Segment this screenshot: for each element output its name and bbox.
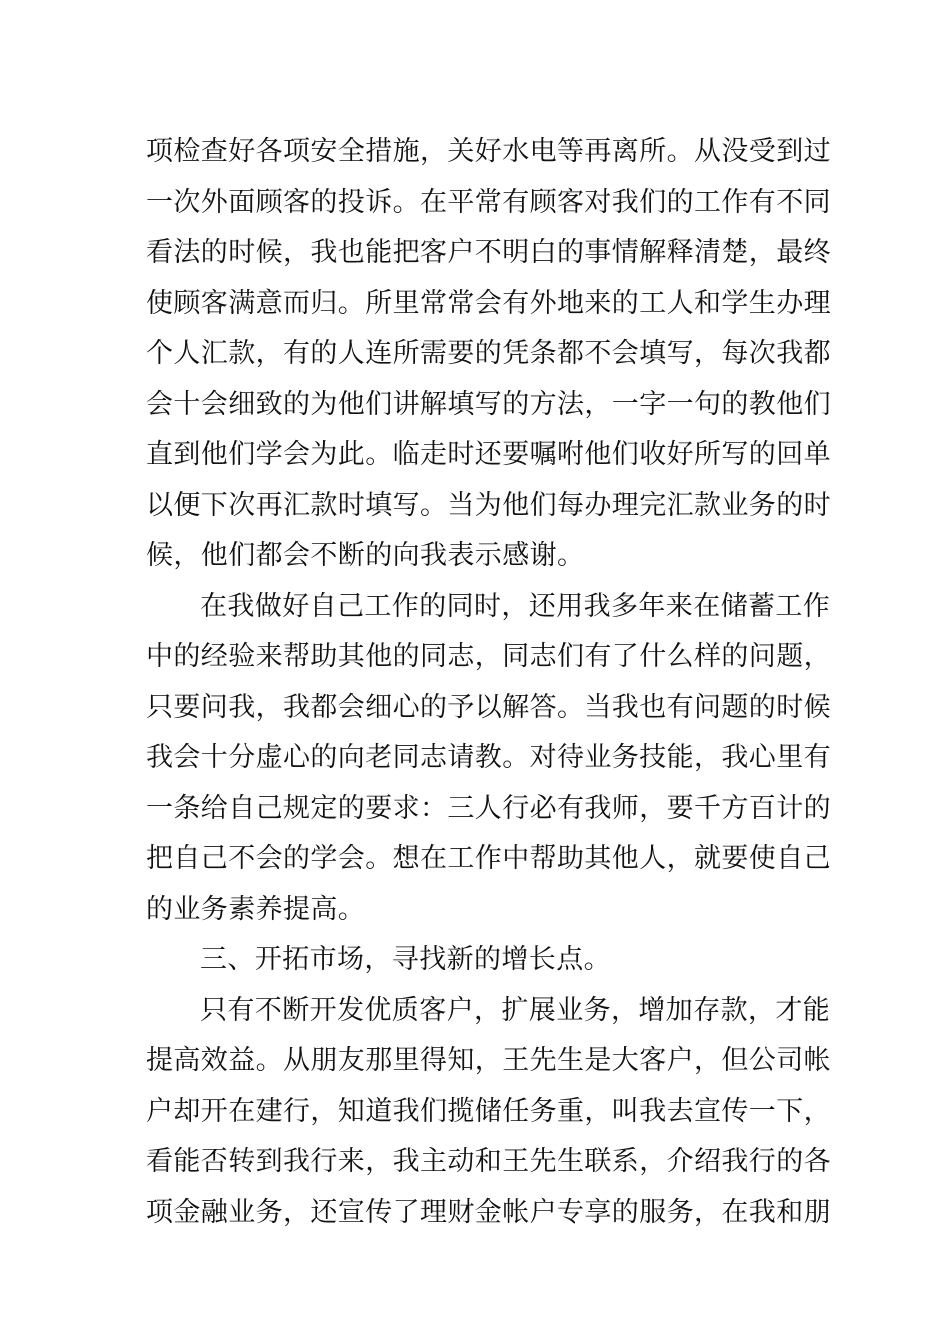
text-line: 只要问我，我都会细心的予以解答。当我也有问题的时候 xyxy=(146,691,831,723)
text-line: 的业务素养提高。 xyxy=(146,893,366,925)
text-line: 候，他们都会不断的向我表示感谢。 xyxy=(146,540,585,571)
text-line: 只有不断开发优质客户，扩展业务，增加存款，才能 xyxy=(200,994,831,1026)
text-line: 中的经验来帮助其他的同志，同志们有了什么样的问题， xyxy=(146,641,831,672)
text-line: 看法的时候，我也能把客户不明白的事情解释清楚，最终 xyxy=(146,237,831,268)
text-line: 提高效益。从朋友那里得知，王先生是大客户，但公司帐 xyxy=(146,1045,831,1076)
text-line: 以便下次再汇款时填写。当为他们每办理完汇款业务的时 xyxy=(146,489,831,521)
text-line: 把自己不会的学会。想在工作中帮助其他人，就要使自己 xyxy=(146,843,831,874)
text-line: 户却开在建行，知道我们揽储任务重，叫我去宣传一下， xyxy=(146,1095,831,1127)
text-line: 一次外面顾客的投诉。在平常有顾客对我们的工作有不同 xyxy=(146,186,831,218)
text-line: 在我做好自己工作的同时，还用我多年来在储蓄工作 xyxy=(200,590,831,622)
text-line: 项检查好各项安全措施，关好水电等再离所。从没受到过 xyxy=(146,136,831,167)
text-line: 会十会细致的为他们讲解填写的方法，一字一句的教他们 xyxy=(146,388,831,420)
text-line: 使顾客满意而归。所里常常会有外地来的工人和学生办理 xyxy=(146,287,831,319)
text-line: 个人汇款，有的人连所需要的凭条都不会填写，每次我都 xyxy=(146,338,831,369)
text-line: 我会十分虚心的向老同志请教。对待业务技能，我心里有 xyxy=(146,742,831,773)
text-line: 直到他们学会为此。临走时还要嘱咐他们收好所写的回单 xyxy=(146,439,831,470)
text-line: 项金融业务，还宣传了理财金帐户专享的服务，在我和朋 xyxy=(146,1196,831,1228)
document-body xyxy=(146,127,831,1238)
text-line: 一条给自己规定的要求：三人行必有我师，要千方百计的 xyxy=(146,792,831,824)
text-line: 看能否转到我行来，我主动和王先生联系，介绍我行的各 xyxy=(146,1146,831,1177)
section-heading: 三、开拓市场，寻找新的增长点。 xyxy=(200,944,611,975)
